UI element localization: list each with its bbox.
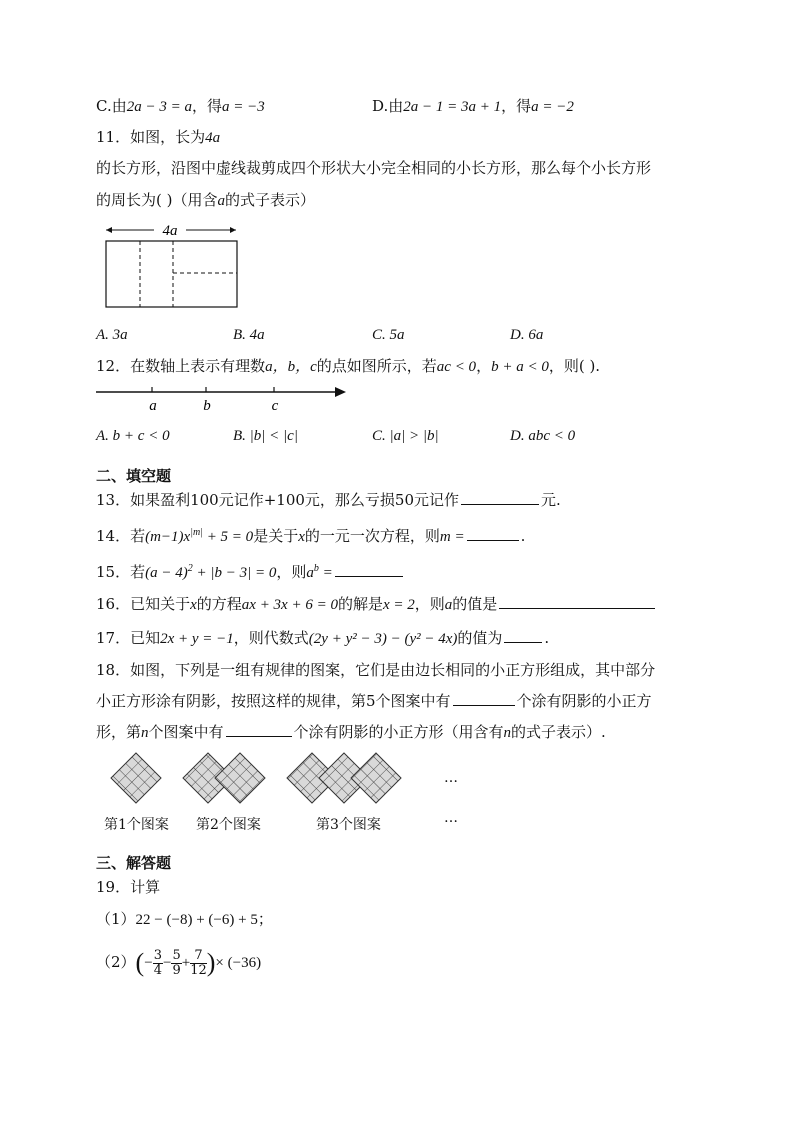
q10-option-d: D.由2a − 1 = 3a + 1，得a = −2 xyxy=(372,97,574,115)
axis-label-c: c xyxy=(271,398,279,414)
q16: 16．已知关于x的方程ax + 3x + 6 = 0的解是x = 2，则a的值是 xyxy=(96,594,657,615)
q11-line3: 的周长为( )（用含a的式子表示） xyxy=(96,191,315,209)
q11-option-c: C. 5a xyxy=(372,327,405,343)
q15-blank xyxy=(335,562,403,577)
q18-blank-1 xyxy=(453,691,515,706)
q13-blank xyxy=(461,490,539,505)
q11-option-d: D. 6a xyxy=(510,327,544,343)
fraction-2: $\frac{5}{9}$ xyxy=(172,947,181,978)
q14: 14．若$(m-1)x^{|m|} + 5 = 0$是关于x的一元一次方程，则m = . xyxy=(96,527,526,545)
q12-number-line xyxy=(94,382,350,416)
section-fill-in: 二、填空题 xyxy=(96,467,172,485)
q12-option-b: B. |b| < |c| xyxy=(233,428,298,444)
q19-title: 19．计算 xyxy=(96,878,161,896)
q18-pattern-figures xyxy=(100,750,420,806)
fraction-1: $\frac{3}{4}$ xyxy=(153,947,162,978)
pattern-2-icon xyxy=(183,753,265,803)
q18-blank-2 xyxy=(226,722,292,737)
q17: 17．已知2x + y = −1，则代数式(2y + y² − 3) − (y² − 4x)的值为 . xyxy=(96,629,550,647)
q11-option-a: A. 3a xyxy=(96,327,128,343)
q11-line1: 11．如图，长为4a xyxy=(96,128,221,146)
q18-dots-top: … xyxy=(444,770,458,786)
section-solve: 三、解答题 xyxy=(96,854,172,872)
axis-label-b: b xyxy=(203,398,211,414)
q18-dots-bottom: … xyxy=(444,810,458,826)
q10-option-c: C.由2a − 3 = a，得a = −3 xyxy=(96,97,265,115)
pattern-3-icon xyxy=(287,753,401,803)
q12-option-d: D. abc < 0 xyxy=(510,428,576,444)
pattern-1-icon xyxy=(111,753,161,803)
q14-blank xyxy=(467,526,519,541)
q18-caption-3: 第3个图案 xyxy=(316,817,381,833)
q11-length-label: 4a xyxy=(162,223,178,239)
axis-label-a: a xyxy=(149,398,157,414)
q18-caption-1: 第1个图案 xyxy=(104,817,169,833)
q11-option-b: B. 4a xyxy=(233,327,265,343)
q19-part2: （2）(− $\frac{3}{4}$ − $\frac{5}{9}$ + $\frac{7}{12}$ )× (−36) xyxy=(96,947,262,978)
q18-caption-2: 第2个图案 xyxy=(196,817,261,833)
q18-line3: 形，第n个图案中有 个涂有阴影的小正方形（用含有n的式子表示）. xyxy=(96,723,606,741)
q19-part1: （1）22 − (−8) + (−6) + 5； xyxy=(96,910,273,928)
q12-stem: 12．在数轴上表示有理数a，b，c的点如图所示，若ac < 0，b + a < 0，则( ). xyxy=(96,357,601,375)
fraction-3: $\frac{7}{12}$ xyxy=(190,947,207,978)
q12-option-a: A. b + c < 0 xyxy=(96,428,170,444)
q11-line2: 的长方形，沿图中虚线裁剪成四个形状大小完全相同的小长方形，那么每个小长方形 xyxy=(96,159,652,177)
q16-blank xyxy=(499,594,655,609)
q15: 15．若$(a - 4)^2 + |b - 3| = 0$，则$a^b$ = xyxy=(96,559,405,583)
q18-line1: 18．如图，下列是一组有规律的图案，它们是由边长相同的小正方形组成，其中部分 xyxy=(96,661,656,679)
q13: 13．如果盈利100元记作+100元，那么亏损50元记作 元. xyxy=(96,491,561,509)
q12-option-c: C. |a| > |b| xyxy=(372,428,439,444)
q17-blank xyxy=(504,628,542,643)
q18-line2: 小正方形涂有阴影，按照这样的规律，第5个图案中有 个涂有阴影的小正方 xyxy=(96,692,652,710)
q11-rectangle-figure xyxy=(100,220,245,312)
